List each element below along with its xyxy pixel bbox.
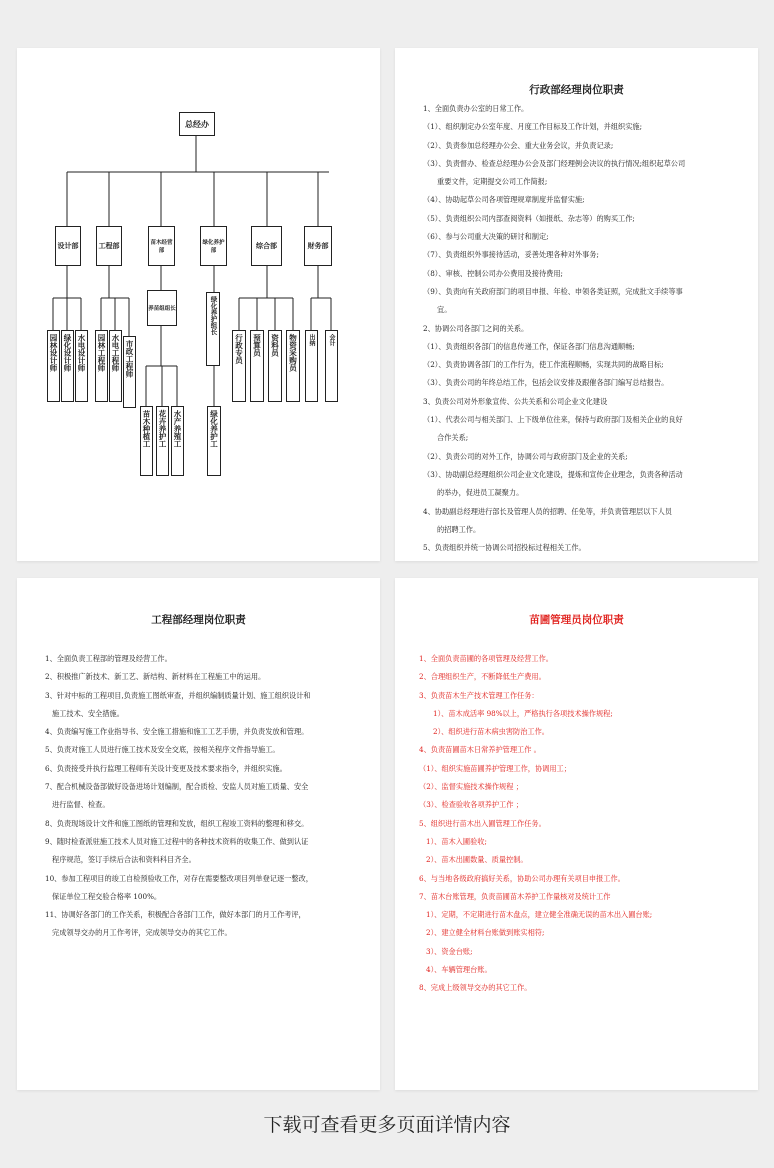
duty-line: 2）、建立健全材料台账做到账实相符; [426,928,545,938]
duty-line: 3、负责苗木生产技术管理工作任务： [419,690,539,700]
org-staff-admin-specialist: 行政专员 [232,330,246,402]
duty-line: 1、全面负责工程部的管理及经营工作。 [45,654,172,663]
org-dept-greening: 绿化养护部 [200,226,227,266]
duty-line: 2）、组织进行苗木病虫害防治工作。 [433,727,549,737]
duty-line: 8、负责现场设计文件和施工图纸的管理和发放，组织工程竣工资料的整理和移交。 [45,818,309,828]
engineering-duties-page [17,578,380,1090]
page-title: 苗圃管理员岗位职责 [529,614,624,626]
duty-line: （7）、负责组织外事接待活动，妥善处理各种对外事务; [423,250,599,260]
duty-line: 10、参加工程项目的竣工自检预验收工作，对存在需要整改项目列单登记逐一整改， [45,873,313,883]
duty-line: 1）、苗木入圃验收; [426,836,487,846]
org-staff-budgeter: 预算员 [250,330,264,402]
duty-line: 3、负责公司对外形象宣传、公共关系和公司企业文化建设 [423,396,608,406]
duty-line: 1、全面负责办公室的日常工作。 [423,104,529,113]
duty-line: （4）、协助起草公司各项管理规章制度并监督实施; [423,195,585,205]
org-root-box: 总经办 [179,112,215,136]
page-title: 行政部经理岗位职责 [529,84,624,96]
duty-line: （2）、监督实施技术操作规程 ； [419,782,523,792]
duty-line: 的招聘工作。 [437,524,481,534]
duty-line: （1）、组织实施苗圃养护管理工作，协调用工； [419,763,571,773]
duty-line: （3）、协助副总经理组织公司企业文化建设，提炼和宣传企业理念，负责各种活动 [423,469,683,479]
duty-line: 6、负责接受并执行监理工程师有关设计变更及技术要求指令，并组织实施。 [45,763,287,773]
org-dept-general: 综合部 [251,226,282,266]
duty-line: 9、随时检查派驻施工技术人员对施工过程中的各种技术资料的收集工作、做到认证 [45,836,309,846]
org-dept-nursery: 苗木经营部 [148,226,175,266]
duty-line: 1、全面负责苗圃的各项管理及经营工作。 [419,654,553,663]
org-staff-landscape-designer: 园林设计师 [47,330,60,402]
duty-line: 宜。 [437,305,452,315]
org-greening-leader: 绿化养护组长 [206,292,220,366]
duty-line: （1）、组织制定办公室年度、月度工作目标及工作计划，并组织实施; [423,122,643,132]
duty-line: （3）、检查验收各项养护工作 ； [419,800,523,810]
duty-line: 合作关系; [437,433,469,443]
org-staff-flower-keeper: 花卉养护工 [156,406,169,476]
duty-line: 6、与当地各级政府搞好关系，协助公司办理有关项目申报工作。 [419,873,625,883]
duty-line: 5、负责组织并统一协调公司招投标过程相关工作。 [423,543,586,553]
duty-line: （2）、负责参加总经理办公会、重大业务会议，并负责记录; [423,140,614,150]
duty-line: （3）、负责督办、检查总经理办公会及部门经理例会决议的执行情况;组织起草公司 [423,158,686,168]
duty-line: 施工技术、安全措施。 [52,708,124,718]
duty-line: 程序规范，签订手续后合法和资料科目齐全。 [52,855,196,865]
duty-line: 4）、车辆管理台账。 [426,965,492,975]
duty-line: 2、积极推广新技术、新工艺、新结构、新材料在工程施工中的运用。 [45,672,266,682]
duty-line: 4、负责苗圃苗木日常养护管理工作 。 [419,745,541,755]
duty-line: 完成领导交办的月工作考评，完成领导交办的其它工作。 [52,928,232,938]
duty-line: 5、组织进行苗木出入圃管理工作任务。 [419,818,546,828]
org-staff-mep-engineer: 水电工程师 [109,330,122,402]
duty-line: （2）、负责公司的对外工作，协调公司与政府部门及企业的关系; [423,451,628,461]
duty-line: 1）、苗木成活率 98%以上，严格执行各项技术操作规程; [433,708,613,718]
duty-line: 8、完成上级领导交办的其它工作。 [419,983,532,993]
org-staff-aquaculture-worker: 水产养殖工 [171,406,184,476]
org-chart-page [17,48,380,561]
duty-line: （5）、负责组织公司内部查阅资料（如报纸、杂志等）的购买工作; [423,213,635,223]
duty-list [423,100,685,557]
duty-line: 7、配合机械设备部做好设备进场计划编制，配合质检、安监人员对施工质量、安全 [45,782,309,792]
duty-line: （1）、负责组织各部门的信息传递工作，保证各部门信息沟通顺畅; [423,341,635,351]
org-staff-mep-designer: 水电设计师 [75,330,88,402]
duty-line: 保证单位工程交验合格率 100%。 [52,891,162,901]
duty-line: 的举办，促进员工凝聚力。 [437,488,524,498]
org-dept-finance: 财务部 [304,226,332,266]
org-dept-engineering: 工程部 [96,226,122,266]
org-staff-landscape-engineer: 园林工程师 [95,330,108,402]
duty-line: 2、合理组织生产，不断降低生产费用。 [419,672,546,682]
duty-line: 11、协调好各部门的工作关系，积极配合各部门工作，做好本部门的月工作考评， [45,910,306,920]
duty-line: 2、协调公司各部门之间的关系。 [423,323,529,333]
duty-line: 进行监督、检查。 [52,800,110,810]
org-staff-municipal-engineer: 市政工程师 [123,336,136,408]
duty-line: （9）、负责向有关政府部门的项目申报、年检、申领各类证照，完成批文手续等事 [423,286,683,296]
org-staff-documenter: 资料员 [268,330,282,402]
org-staff-seedling-planter: 苗木种植工 [140,406,153,476]
org-dept-design: 设计部 [55,226,81,266]
nursery-duties-page [395,578,758,1090]
duty-line: 3、针对中标的工程项目,负责施工图纸审查，并组织编制质量计划、施工组织设计和 [45,690,311,700]
duty-line: 3）、资金台账; [426,946,473,956]
page-title: 工程部经理岗位职责 [151,614,246,626]
org-staff-greening-worker: 绿化养护工 [207,406,221,476]
duty-line: （8）、审核、控制公司办公费用及接待费用; [423,268,563,278]
admin-duties-page [395,48,758,561]
duty-line: 4、协助副总经理进行部长及管理人员的招聘、任免等，并负责管理层以下人员 [423,506,672,516]
org-nursery-leader: 养苗组组长 [147,290,177,326]
org-staff-greening-designer: 绿化设计师 [61,330,74,402]
duty-line: 重要文件，定期提交公司工作简报; [437,177,548,187]
duty-line: 2）、苗木出圃数量、质量控制。 [426,855,528,865]
duty-line: （6）、参与公司重大决策的研讨和制定; [423,232,549,242]
org-staff-cashier: 出纳 [305,330,318,402]
duty-line: （2）、负责协调各部门的工作行为，使工作流程顺畅，实现共同的战略目标; [423,360,664,370]
duty-line: 1）、定期，不定期进行苗木盘点，建立健全准确无误的苗木出入圃台账; [426,910,653,920]
org-staff-purchaser: 物资采购员 [286,330,300,402]
duty-list [45,650,313,943]
download-more-caption: 下载可查看更多页面详情内容 [263,1114,511,1136]
duty-list [419,650,652,998]
duty-line: （1）、代表公司与相关部门、上下级单位往来，保持与政府部门及相关企业的良好 [423,415,683,425]
duty-line: （3）、负责公司的年终总结工作，包括会议安排及跟催各部门编写总结报告。 [423,378,669,388]
duty-line: 5、负责对施工人员进行施工技术及安全交底，按相关程序文件指导施工。 [45,745,280,755]
duty-line: 4、负责编写施工作业指导书、安全施工措施和施工工艺手册，并负责发放和管理。 [45,727,309,737]
duty-line: 7、苗木台账管理，负责苗圃苗木养护工作量核对及统计工作 [419,891,611,901]
org-staff-accountant: 会计 [325,330,338,402]
